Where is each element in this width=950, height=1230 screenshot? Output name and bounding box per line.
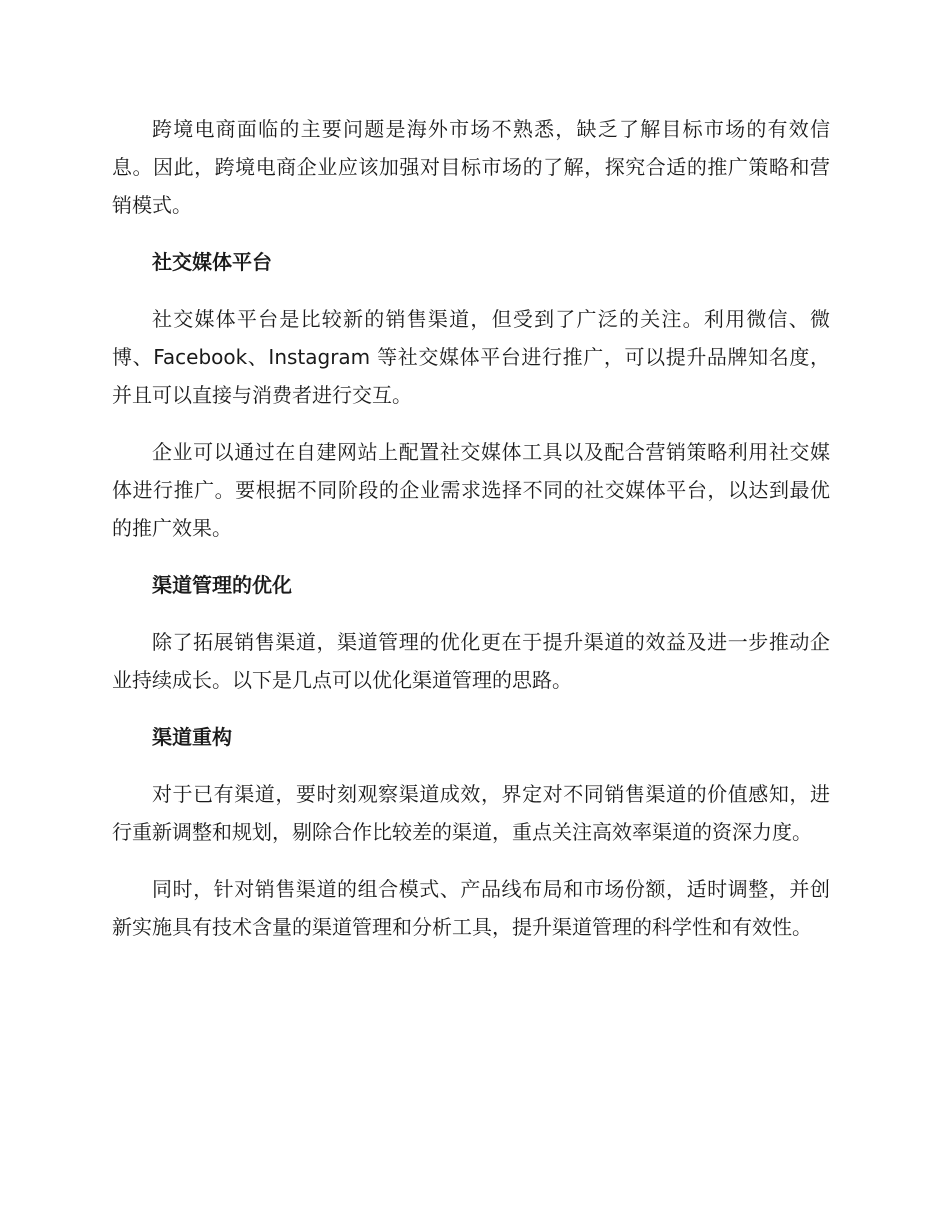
heading-channel-restructure: 渠道重构 bbox=[152, 725, 232, 749]
heading-social-media-platform: 社交媒体平台 bbox=[152, 250, 272, 274]
document-body bbox=[112, 110, 830, 965]
paragraph-intro: 跨境电商面临的主要问题是海外市场不熟悉，缺乏了解目标市场的有效信息。因此，跨境电商企业应该加强对目标市场的了解，探究合适的推广策略和营销模式。 bbox=[112, 117, 830, 217]
paragraph-social-media-2: 企业可以通过在自建网站上配置社交媒体工具以及配合营销策略利用社交媒体进行推广。要根据不同阶段的企业需求选择不同的社交媒体平台，以达到最优的推广效果。 bbox=[112, 440, 830, 540]
heading-channel-management-optimization: 渠道管理的优化 bbox=[152, 573, 292, 597]
paragraph-channel-management: 除了拓展销售渠道，渠道管理的优化更在于提升渠道的效益及进一步推动企业持续成长。以下是几点可以优化渠道管理的思路。 bbox=[112, 630, 830, 692]
paragraph-channel-restructure-1: 对于已有渠道，要时刻观察渠道成效，界定对不同销售渠道的价值感知，进行重新调整和规划，剔除合作比较差的渠道，重点关注高效率渠道的资深力度。 bbox=[112, 782, 830, 844]
paragraph-channel-restructure-2: 同时，针对销售渠道的组合模式、产品线布局和市场份额，适时调整，并创新实施具有技术含量的渠道管理和分析工具，提升渠道管理的科学性和有效性。 bbox=[112, 877, 830, 939]
paragraph-social-media-1: 社交媒体平台是比较新的销售渠道，但受到了广泛的关注。利用微信、微博、Facebook、Instagram 等社交媒体平台进行推广，可以提升品牌知名度，并且可以直接与消费者进行交互。 bbox=[112, 307, 830, 407]
